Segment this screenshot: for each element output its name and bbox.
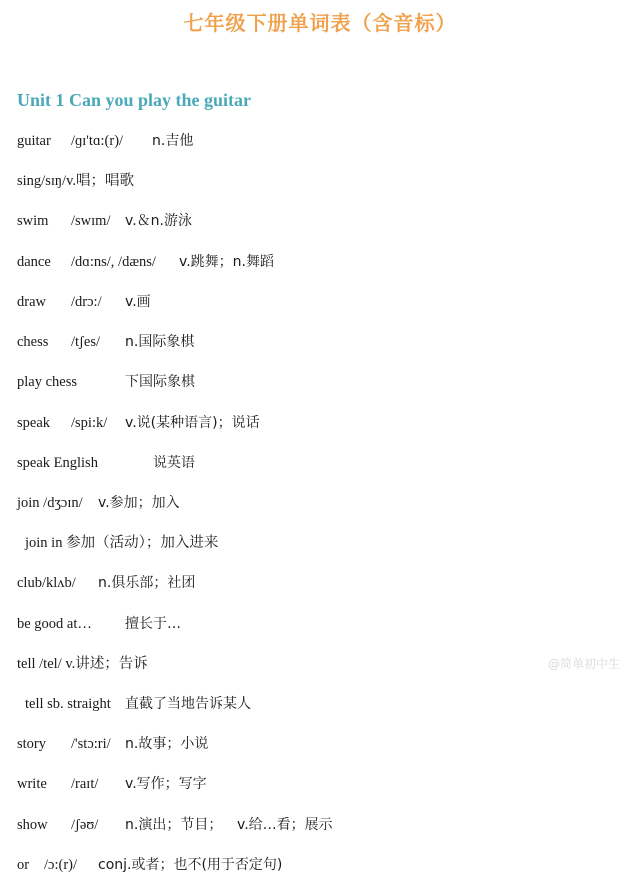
entry-meaning: 说英语: [153, 455, 195, 471]
entry-word: speak English: [17, 455, 98, 471]
entry-text: tell /tel/ v.讲述；告诉: [17, 656, 148, 672]
entry-word: play chess: [17, 374, 77, 390]
vocab-entry-dance: [17, 251, 617, 273]
entry-text: sing/sɪŋ/v.唱；唱歌: [17, 173, 135, 189]
entry-phonetic: /ɡɪ'tɑ:(r)/: [71, 133, 124, 149]
entry-text: club/klʌb/: [17, 575, 76, 591]
vocab-entry-join-in: [25, 532, 625, 554]
entry-phonetic: /swɪm/: [71, 213, 111, 229]
entry-phonetic: /ɔ:(r)/: [44, 857, 78, 873]
entry-meaning: n.故事；小说: [125, 736, 209, 752]
entry-meaning: 直截了当地告诉某人: [125, 696, 251, 712]
unit-heading: Unit 1 Can you play the guitar: [17, 90, 252, 110]
entry-meaning: 下国际象棋: [125, 374, 195, 390]
entry-word: speak: [17, 415, 51, 431]
entry-text: join in 参加（活动）；加入进来: [25, 535, 219, 551]
entry-phonetic: /dɑ:ns/, /dæns/: [71, 254, 156, 270]
entry-phonetic: /spi:k/: [71, 415, 108, 431]
vocab-entry-story: [17, 733, 617, 755]
entry-meaning: n.国际象棋: [125, 334, 195, 350]
entry-meaning: v.写作；写字: [125, 776, 207, 792]
entry-meaning: n.俱乐部；社团: [98, 575, 196, 591]
vocab-entry-guitar: [17, 130, 617, 152]
entry-meaning: v.跳舞；n.舞蹈: [179, 254, 274, 270]
vocab-entry-write: [17, 773, 617, 795]
entry-meaning: 擅长于…: [125, 616, 181, 632]
vocab-entry-be-good-at: [17, 613, 617, 635]
entry-phonetic: /tʃes/: [71, 334, 100, 350]
vocab-entry-join: [17, 492, 617, 514]
entry-word: swim: [17, 213, 49, 229]
entry-meaning: conj.或者；也不(用于否定句): [98, 857, 283, 873]
entry-word: be good at…: [17, 616, 92, 632]
entry-word: write: [17, 776, 47, 792]
entry-meaning: v.说(某种语言)；说话: [125, 415, 260, 431]
entry-word: or: [17, 857, 30, 873]
watermark: @简单初中生: [548, 657, 621, 671]
vocab-entry-swim: [17, 210, 617, 232]
entry-word: chess: [17, 334, 49, 350]
entry-meaning: v.画: [125, 294, 151, 310]
vocab-entry-play-chess: [17, 371, 617, 393]
entry-phonetic: /drɔ:/: [71, 294, 102, 310]
vocab-entry-draw: [17, 291, 617, 313]
entry-word: draw: [17, 294, 46, 310]
entry-phonetic: /raɪt/: [71, 776, 99, 792]
vocab-entry-or: [17, 854, 617, 876]
entry-meaning: n.演出；节目；: [125, 817, 223, 833]
page-title: 七年级下册单词表（含音标）: [183, 11, 457, 35]
vocab-entry-chess: [17, 331, 617, 353]
entry-phonetic: /'stɔ:ri/: [71, 736, 111, 752]
entry-word: story: [17, 736, 46, 752]
entry-meaning: n.吉他: [152, 133, 194, 149]
vocab-entry-speak-english: [17, 452, 617, 474]
entry-meaning: v.参加；加入: [98, 495, 180, 511]
entry-meaning: v.＆n.游泳: [125, 213, 192, 229]
entry-word: guitar: [17, 133, 51, 149]
entry-meaning-2: v.给…看；展示: [237, 817, 333, 833]
entry-text: join /dʒɔɪn/: [17, 495, 83, 511]
vocab-entry-club: [17, 572, 617, 594]
vocab-entry-tell-sb-straight: [25, 693, 625, 715]
vocab-entry-show: [17, 814, 617, 836]
entry-word: tell sb. straight: [25, 696, 111, 712]
entry-word: show: [17, 817, 48, 833]
vocab-entry-speak: [17, 412, 617, 434]
vocab-entry-tell: [17, 653, 617, 675]
entry-phonetic: /ʃəʊ/: [71, 817, 99, 833]
entry-word: dance: [17, 254, 51, 270]
vocab-entry-sing: [17, 170, 617, 192]
